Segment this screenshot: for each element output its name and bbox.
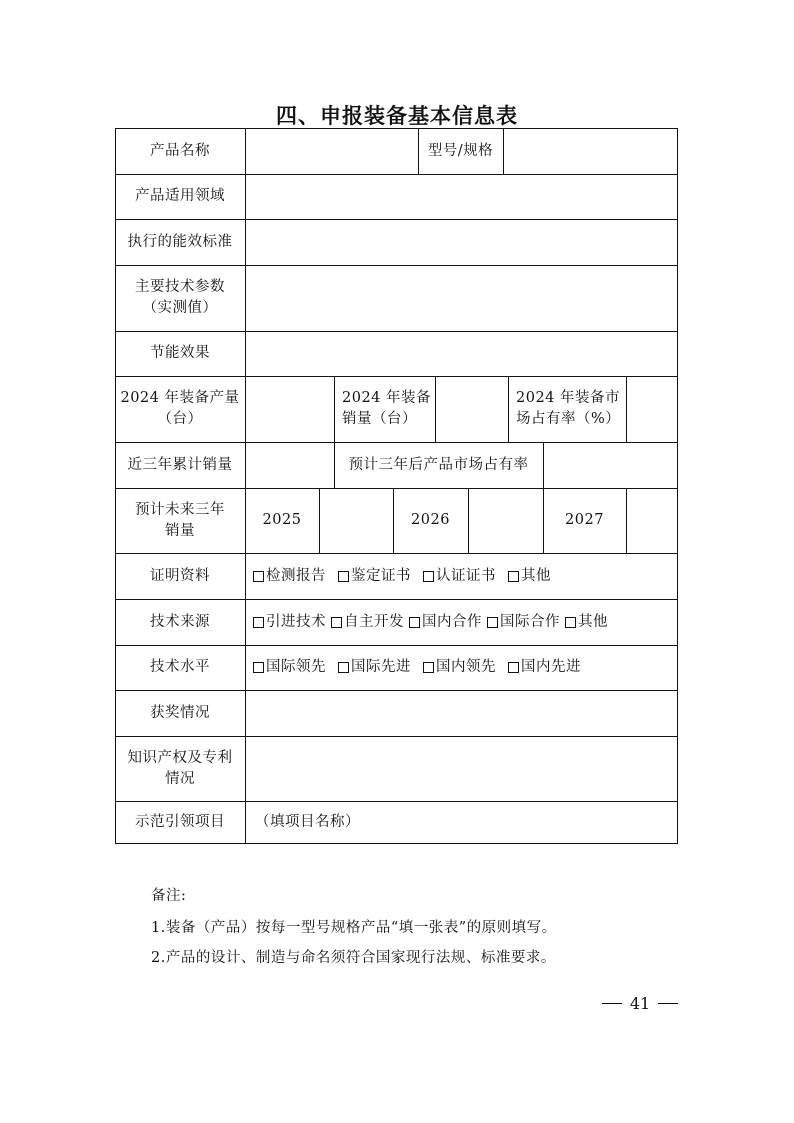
cert-option[interactable]: 认证证书 <box>423 566 496 587</box>
output-2024-field[interactable] <box>245 376 334 442</box>
sales-label-line2: 销量（台） <box>342 411 417 427</box>
page-number <box>600 994 680 1013</box>
cert-option[interactable]: 其他 <box>508 566 551 587</box>
ip-field[interactable] <box>245 736 678 801</box>
checkbox[interactable] <box>253 571 264 582</box>
application-field[interactable] <box>245 174 678 219</box>
checkbox[interactable] <box>409 617 420 628</box>
model-field[interactable] <box>503 128 678 174</box>
tech-source-option[interactable]: 引进技术 <box>253 612 326 633</box>
tech-level-option[interactable]: 国际领先 <box>253 657 326 678</box>
output-label-line2: （台） <box>157 411 203 427</box>
year-2025-label: 2025 <box>262 512 302 528</box>
tech-params-label <box>115 265 245 331</box>
checkbox[interactable] <box>253 617 264 628</box>
awards-field[interactable] <box>245 690 678 736</box>
checkbox[interactable] <box>423 571 434 582</box>
share-2024-field[interactable] <box>626 376 678 442</box>
forecast-sales-label-line2: 销量 <box>165 522 195 539</box>
dash-left <box>602 1003 622 1004</box>
ip-label-line2: 情况 <box>165 770 195 787</box>
ip-label-line1: 知识产权及专利 <box>127 749 233 766</box>
demo-project-field[interactable]: （填项目名称） <box>255 814 360 830</box>
tech-source-options <box>245 599 678 645</box>
sales-2024-label <box>334 376 435 442</box>
year-2026-label: 2026 <box>411 512 450 528</box>
share-2024-label <box>508 376 626 442</box>
year-2026-field[interactable] <box>468 488 543 553</box>
tech-level-option[interactable]: 国内领先 <box>423 657 496 678</box>
notes-heading: 备注: <box>151 888 187 904</box>
checkbox[interactable] <box>331 617 342 628</box>
cumulative-sales-field[interactable] <box>245 442 334 488</box>
application-label: 产品适用领域 <box>135 188 225 204</box>
tech-params-label-line1: 主要技术参数 <box>135 279 225 295</box>
year-2027-label: 2027 <box>565 512 604 528</box>
cumulative-sales-label: 近三年累计销量 <box>127 456 233 473</box>
sales-2024-field[interactable] <box>435 376 508 442</box>
model-label: 型号/规格 <box>427 142 494 159</box>
tech-params-field[interactable] <box>245 265 678 331</box>
forecast-sales-label <box>115 488 245 553</box>
tech-level-option[interactable]: 国内先进 <box>508 657 581 678</box>
dash-right <box>658 1003 678 1004</box>
year-2027-field[interactable] <box>626 488 678 553</box>
year-2025-field[interactable] <box>319 488 393 553</box>
tech-level-option[interactable]: 国际先进 <box>338 657 411 678</box>
page-number-text: 41 <box>629 994 651 1013</box>
efficiency-standard-label: 执行的能效标准 <box>127 233 233 250</box>
output-label-line1: 2024 年装备产量 <box>120 390 240 406</box>
energy-saving-field[interactable] <box>245 331 678 376</box>
certification-label: 证明资料 <box>150 567 210 584</box>
tech-source-option[interactable]: 其他 <box>565 612 608 633</box>
page-title: 四、申报装备基本信息表 <box>276 104 518 128</box>
tech-source-option[interactable]: 国内合作 <box>409 612 482 633</box>
checkbox[interactable] <box>338 662 349 673</box>
product-name-label: 产品名称 <box>150 142 210 159</box>
cert-option[interactable]: 鉴定证书 <box>338 566 411 587</box>
forecast-share-label: 预计三年后产品市场占有率 <box>348 456 529 473</box>
energy-saving-label: 节能效果 <box>150 345 210 361</box>
output-2024-label <box>115 376 245 442</box>
tech-source-label: 技术来源 <box>150 613 210 630</box>
note-line-1: 1.装备（产品）按每一型号规格产品“填一张表”的原则填写。 <box>151 920 557 936</box>
efficiency-standard-field[interactable] <box>245 219 678 265</box>
forecast-sales-label-line1: 预计未来三年 <box>135 501 225 518</box>
tech-level-label: 技术水平 <box>150 659 210 675</box>
certification-options <box>245 553 678 599</box>
note-line-2: 2.产品的设计、制造与命名须符合国家现行法规、标准要求。 <box>151 950 556 966</box>
product-name-field[interactable] <box>245 128 418 174</box>
checkbox[interactable] <box>508 571 519 582</box>
checkbox[interactable] <box>565 617 576 628</box>
tech-params-label-line2: （实测值） <box>142 300 218 316</box>
tech-source-option[interactable]: 国际合作 <box>487 612 560 633</box>
checkbox[interactable] <box>487 617 498 628</box>
demo-project-label: 示范引领项目 <box>135 814 225 830</box>
share-label-line1: 2024 年装备市 <box>516 390 621 406</box>
checkbox[interactable] <box>253 662 264 673</box>
checkbox[interactable] <box>338 571 349 582</box>
tech-level-options <box>245 645 678 690</box>
checkbox[interactable] <box>423 662 434 673</box>
awards-label: 获奖情况 <box>150 704 210 721</box>
tech-source-option[interactable]: 自主开发 <box>331 612 404 633</box>
share-label-line2: 场占有率（%） <box>516 411 621 427</box>
cert-option[interactable]: 检测报告 <box>253 566 326 587</box>
sales-label-line1: 2024 年装备 <box>342 390 432 406</box>
checkbox[interactable] <box>508 662 519 673</box>
ip-label <box>115 736 245 801</box>
forecast-share-field[interactable] <box>543 442 678 488</box>
